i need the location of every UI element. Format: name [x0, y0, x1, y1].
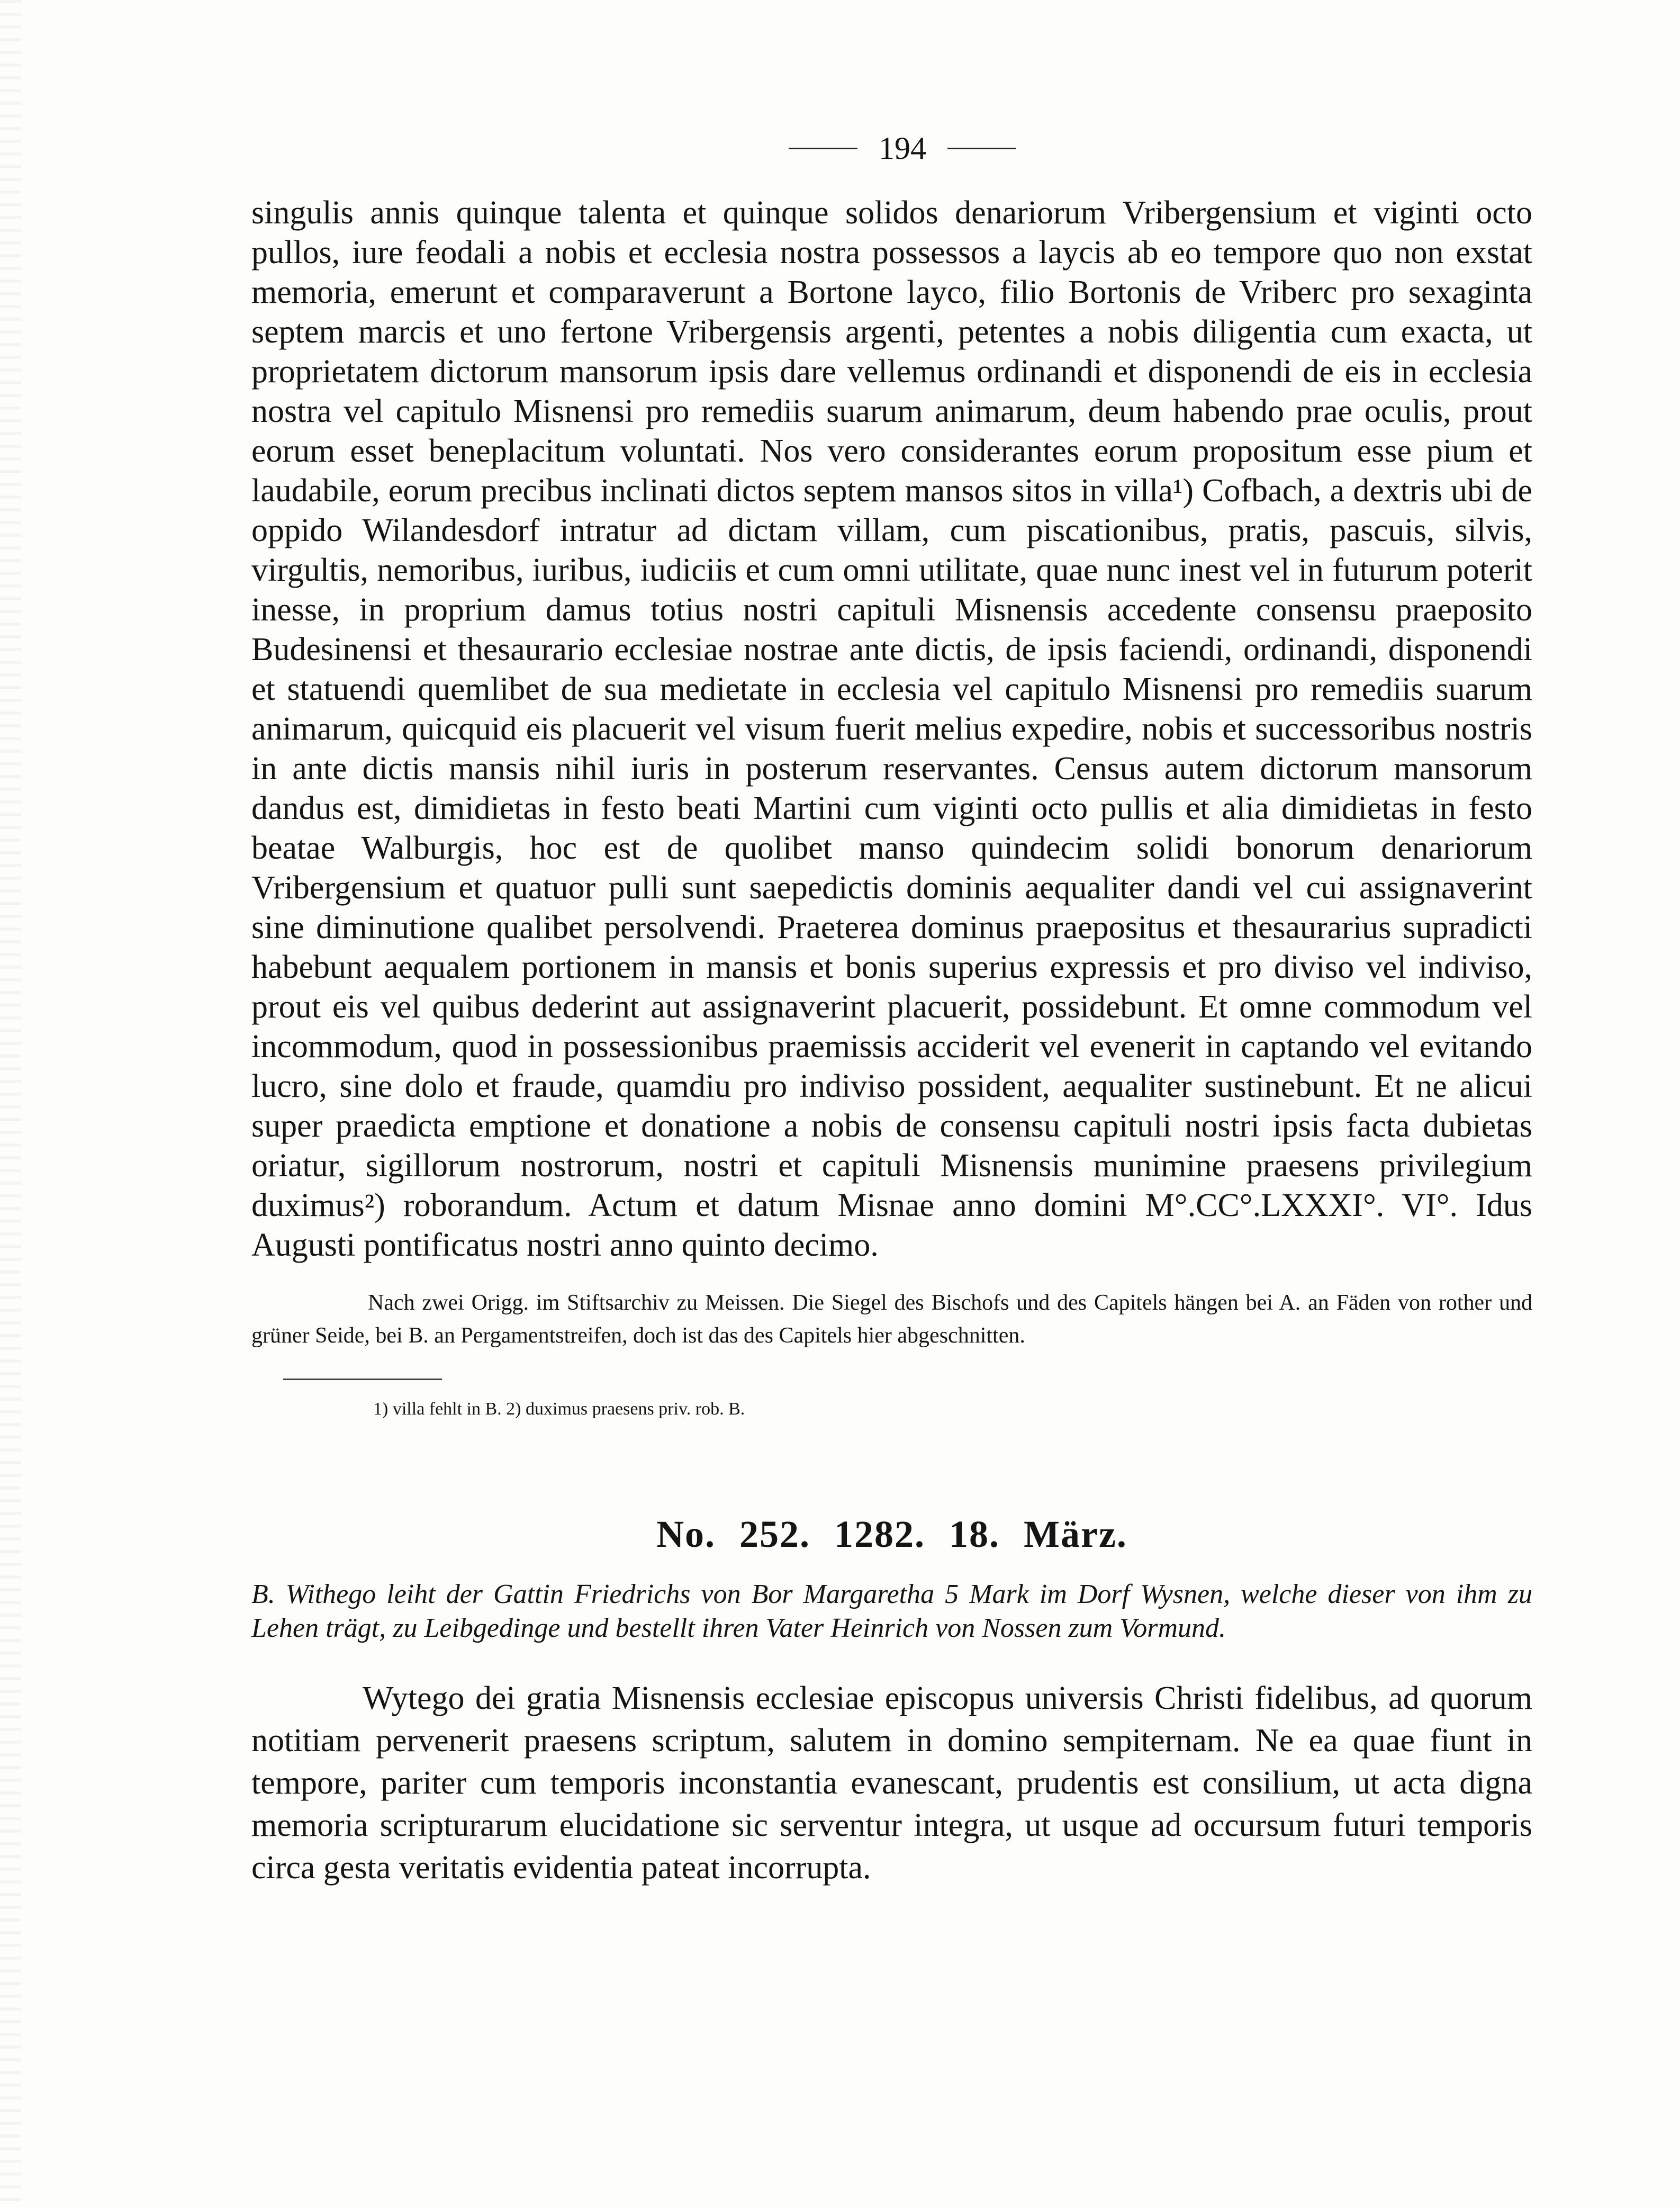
page-edge-scan-artifact [0, 0, 21, 2207]
page-header [251, 124, 1532, 172]
header-dash-left [789, 148, 857, 149]
page-content [251, 124, 1532, 1889]
footnotes: 1) villa fehlt in B. 2) duximus praesens priv. rob. B. [373, 1399, 745, 1419]
document-heading: No. 252. 1282. 18. März. [656, 1513, 1127, 1555]
footnote-rule [283, 1379, 442, 1380]
charter-text: Wytego dei gratia Misnensis ecclesiae episcopus universis Christi fidelibus, ad quorum notitiam pervenerit praesens scriptum, salutem in domino sempiternam. Ne ea quae fiunt in tempore, pariter cum temporis inconstantia evanescant, prudentis est consilium, ut acta digna memoria scripturarum elucidatione sic serventur integra, ut usque ad occursum futuri temporis circa gesta veritatis evidentia pateat incorrupta. [251, 1680, 1532, 1886]
source-note: Nach zwei Origg. im Stiftsarchiv zu Meissen. Die Siegel des Bischofs und des Capitels hängen bei A. an Fäden von rother und grüner Seide, bei B. an Pergamentstreifen, doch ist das des Capitels hier abgeschnitten. [251, 1291, 1532, 1348]
continued-charter-text: singulis annis quinque talenta et quinque solidos denariorum Vribergensium et viginti octo pullos, iure feodali a nobis et ecclesia nostra possessos a laycis ab eo tempore quo non exstat memoria, emerunt et comparaverunt a Bortone layco, filio Bortonis de Vriberc pro sexaginta septem marcis et uno fertone Vribergensis argenti, petentes a nobis diligentia cum exacta, ut proprietatem dictorum mansorum ipsis dare vellemus ordinandi et disponendi de eis in ecclesia nostra vel capitulo Misnensi pro remediis suarum animarum, deum habendo prae oculis, prout eorum esset beneplacitum voluntati. Nos vero considerantes eorum propositum esse pium et laudabile, eorum precibus inclinati dictos septem mansos sitos in villa¹) Cofbach, a dextris ubi de oppido Wilandesdorf intratur ad dictam villam, cum piscationibus, pratis, pascuis, silvis, virgultis, nemoribus, iuribus, iudiciis et cum omni utilitate, quae nunc inest vel in futurum poterit inesse, in proprium damus totius nostri capituli Misnensis accedente consensu praeposito Budesinensi et thesaurario ecclesiae nostrae ante dictis, de ipsis faciendi, ordinandi, disponendi et statuendi quemlibet de sua medietate in ecclesia vel capitulo Misnensi pro remediis suarum animarum, quicquid eis placuerit vel visum fuerit melius expedire, nobis et successoribus nostris in ante dictis mansis nihil iuris in posterum reservantes. Census autem dictorum mansorum dandus est, dimidietas in festo beati Martini cum viginti octo pullis et alia dimidietas in festo beatae Walburgis, hoc est de quolibet manso quindecim solidi bonorum denariorum Vribergensium et quatuor pulli sunt saepedictis dominis aequaliter dandi vel cui assignaverint sine diminutione qualibet persolvendi. Praeterea dominus praepositus et thesaurarius supradicti habebunt aequalem portionem in mansis et bonis superius expressis et pro diviso vel indiviso, prout eis vel quibus dederint aut assignaverint placuerit, possidebunt. Et omne commodum vel incommodum, quod in possessionibus praemissis acciderit vel evenerit in captando vel evitando lucro, sine dolo et fraude, quamdiu pro indiviso possident, aequaliter sustinebunt. Et ne alicui super praedicta emptione et donatione a nobis de consensu capituli nostri ipsis facta dubietas oriatur, sigillorum nostrorum, nostri et capituli Misnensis munimine praesens privilegium duximus²) roborandum. Actum et datum Misnae anno domini M°.CC°.LXXXI°. VI°. Idus Augusti pontificatus nostri anno quinto decimo. [251, 195, 1532, 1263]
page-number: 194 [879, 130, 926, 166]
header-dash-right [947, 148, 1016, 149]
document-regest: B. Withego leiht der Gattin Friedrichs von Bor Margaretha 5 Mark im Dorf Wysnen, welche dieser von ihm zu Lehen trägt, zu Leibgedinge und bestellt ihren Vater Heinrich von Nossen zum Vormund. [251, 1579, 1532, 1643]
